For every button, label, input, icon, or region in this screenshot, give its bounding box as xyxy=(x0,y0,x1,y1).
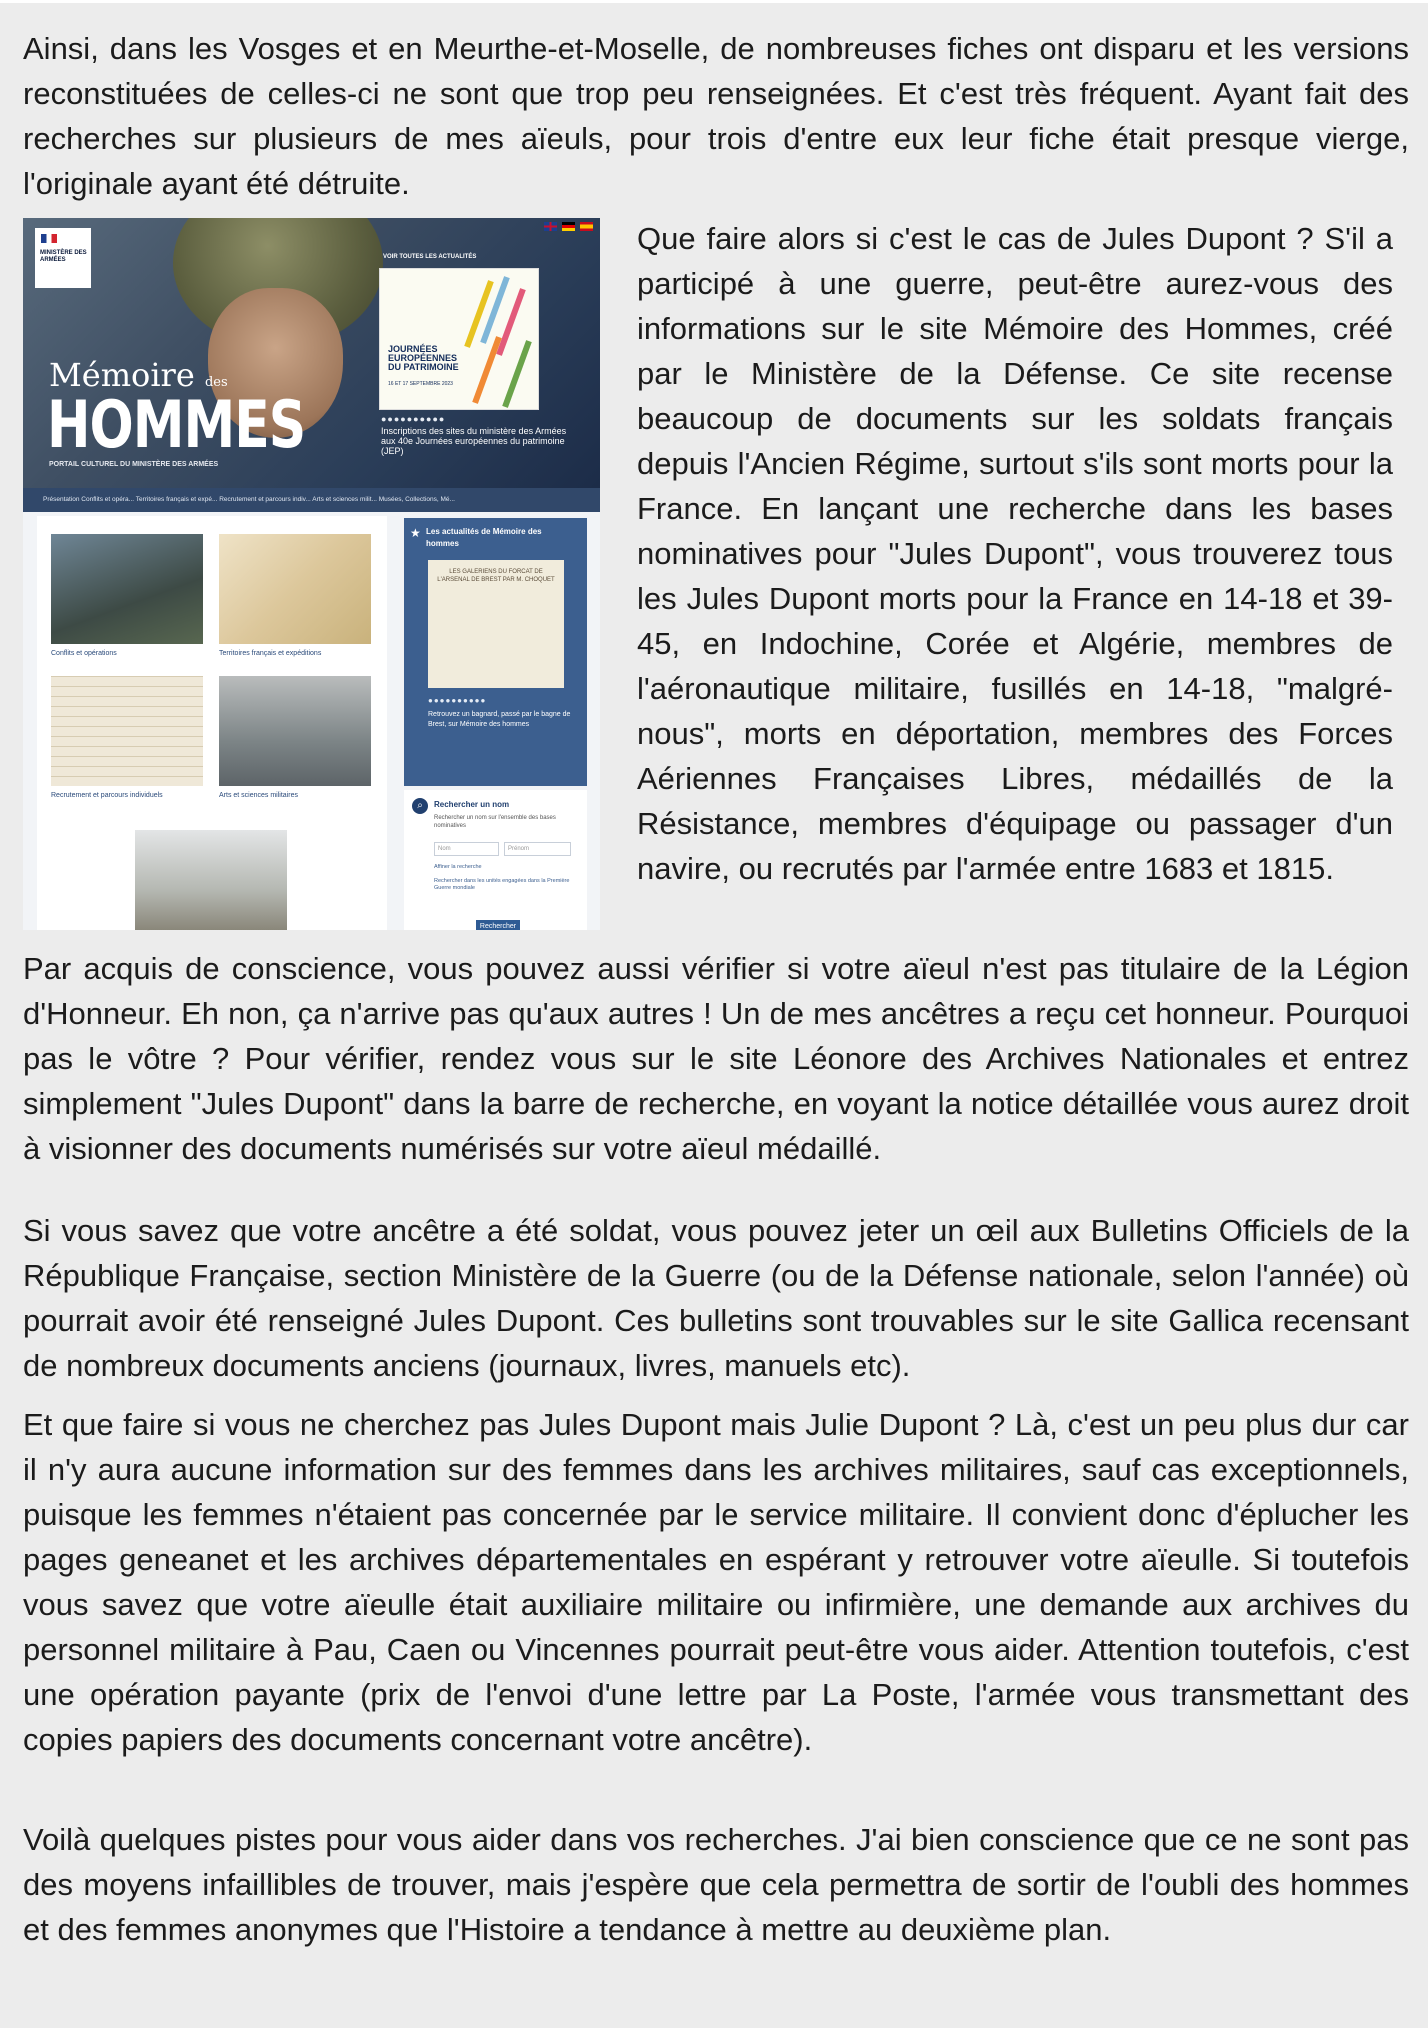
news-link[interactable]: VOIR TOUTES LES ACTUALITÉS xyxy=(383,254,477,260)
marianne-flag-icon xyxy=(41,234,57,243)
search-description: Rechercher un nom sur l'ensemble des bases nominatives xyxy=(434,815,556,829)
paragraph-memoire-des-hommes: Que faire alors si c'est le cas de Jules Dupont ? S'il a participé à une guerre, peut-être aurez-vous des informations sur le site Mémoire des Hommes, créé par le Ministère de la Défense. Ce site recense beaucoup de documents sur les soldats français depuis l'Ancien Régime, surtout s'ils sont morts pour la France. En lançant une recherche dans les bases nominatives pour "Jules Dupont", vous trouverez tous les Jules Dupont morts pour la France en 14-18 et 39-45, en Indochine, Corée et Algérie, membres de l'aéronautique militaire, fusillés en 14-18, "malgré-nous", morts en déportation, membres des Forces Aériennes Françaises Libres, médaillés de la Résistance, membres d'équipage ou passager d'un navire, ou recrutés par l'armée entre 1683 et 1815. xyxy=(637,221,1393,886)
prenom-input[interactable]: Prénom xyxy=(504,842,571,856)
poster-stripe xyxy=(472,336,502,404)
poster-title: JOURNÉES EUROPÉENNES DU PATRIMOINE xyxy=(388,344,459,372)
star-icon: ★ xyxy=(410,526,421,540)
nom-input[interactable]: Nom xyxy=(434,842,499,856)
news-caption[interactable]: Retrouvez un bagnard, passé par le bagne de Brest, sur Mémoire des hommes xyxy=(428,711,571,728)
tile-caption[interactable]: Conflits et opérations xyxy=(51,650,117,657)
ministry-logo xyxy=(35,228,91,288)
top-border xyxy=(0,0,1428,3)
poster-dates: 16 ET 17 SEPTEMBRE 2023 xyxy=(388,381,453,387)
search-icon: ⌕ xyxy=(412,798,428,814)
thematic-tiles xyxy=(37,516,387,930)
tile-caption[interactable]: Arts et sciences militaires xyxy=(219,792,298,799)
news-panel-title: Les actualités de Mémoire des hommes xyxy=(426,527,542,548)
site-name-des: des xyxy=(204,375,228,390)
paragraph-legion-honneur: Par acquis de conscience, vous pouvez aussi vérifier si votre aïeul n'est pas titulaire de la Légion d'Honneur. Eh non, ça n'arrive pas qu'aux autres ! Un de mes ancêtres a reçu cet honneur. Pourquoi pas le vôtre ? Pour vérifier, rendez vous sur le site Léonore des Archives Nationales et entrez simplement "Jules Dupont" dans la barre de recherche, en voyant la notice détaillée vous aurez droit à visionner des documents numérisés sur votre aïeul médaillé. xyxy=(23,951,1409,1166)
tile-image-territoires[interactable] xyxy=(219,534,371,644)
news-panel xyxy=(404,518,587,786)
poster-stripe xyxy=(502,340,532,408)
name-search-panel xyxy=(404,790,587,930)
paragraph-fiches: Ainsi, dans les Vosges et en Meurthe-et-Moselle, de nombreuses fiches ont disparu et les versions reconstituées de celles-ci ne sont que trop peu renseignées. Et c'est très fréquent. Ayant fait des recherches sur plusieurs de mes aïeuls, pour trois d'entre eux leur fiche était presque vierge, l'originale ayant été détruite. xyxy=(23,31,1409,201)
tile-caption[interactable]: Recrutement et parcours individuels xyxy=(51,792,163,799)
tile-image-arts[interactable] xyxy=(219,676,371,786)
memoire-des-hommes-screenshot xyxy=(23,218,600,930)
site-navbar xyxy=(23,488,600,512)
site-tagline: PORTAIL CULTUREL DU MINISTÈRE DES ARMÉES xyxy=(49,461,219,468)
news-document-image[interactable] xyxy=(428,560,564,688)
news-document-text: LES GALERIENS DU FORCAT DE L'ARSENAL DE BREST PAR M. CHOQUET xyxy=(437,569,555,583)
paragraph-julie-dupont: Et que faire si vous ne cherchez pas Jules Dupont mais Julie Dupont ? Là, c'est un peu plus dur car il n'y aura aucune information sur des femmes dans les archives militaires, sauf cas exceptionnels, puisque les femmes n'étaient pas concernée par le service militaire. Il convient donc d'éplucher les pages geneanet et les archives départementales en espérant y retrouver votre aïeulle. Si toutefois vous savez que votre aïeulle était auxiliaire militaire ou infirmière, une demande aux archives du personnel militaire à Pau, Caen ou Vincennes pourrait peut-être vous aider. Attention toutefois, c'est une opération payante (prix de l'envoi d'une lettre par La Poste, l'armée vous transmettant des copies papiers des documents concernant votre ancêtre). xyxy=(23,1407,1409,1757)
units-search-link[interactable]: Rechercher dans les unités engagées dans la Première Guerre mondiale xyxy=(434,878,570,891)
carousel-dots[interactable]: ●●●●●●●●●● xyxy=(381,414,446,424)
paragraph-conclusion: Voilà quelques pistes pour vous aider dans vos recherches. J'ai bien conscience que ce ne sont pas des moyens infaillibles de trouver, mais j'espère que cela permettra de sortir de l'oubli des hommes et des femmes anonymes que l'Histoire a tendance à mettre au deuxième plan. xyxy=(23,1822,1409,1947)
jep-poster[interactable] xyxy=(379,268,539,410)
paragraph-bulletins-officiels: Si vous savez que votre ancêtre a été soldat, vous pouvez jeter un œil aux Bulletins Officiels de la République Française, section Ministère de la Guerre (ou de la Défense nationale, selon l'année) où pourrait avoir été renseigné Jules Dupont. Ces bulletins sont trouvables sur le site Gallica recensant de nombreux documents anciens (journaux, livres, manuels etc). xyxy=(23,1213,1409,1383)
hero-banner xyxy=(23,218,600,488)
tile-image-conflits[interactable] xyxy=(51,534,203,644)
ministry-logo-text: MINISTÈRE DES ARMÉES xyxy=(40,250,87,263)
language-flags-icon xyxy=(544,222,594,234)
tile-caption[interactable]: Territoires français et expéditions xyxy=(219,650,322,657)
refine-search-link[interactable]: Affiner la recherche xyxy=(434,864,482,870)
site-name-word: Mémoire xyxy=(49,356,195,394)
search-button[interactable]: Rechercher xyxy=(476,920,520,930)
search-title: Rechercher un nom xyxy=(434,800,510,809)
nav-items[interactable]: Présentation Conflits et opéra... Territoires français et expé... Recrutement et parcours indiv... Arts et sciences milit... Musées, Collections, Mé... xyxy=(43,496,455,503)
carousel-caption[interactable]: Inscriptions des sites du ministère des Armées aux 40e Journées européennes du patrimoine (JEP) xyxy=(381,426,567,456)
tile-image-musees[interactable] xyxy=(135,830,287,930)
site-name-hommes: HOMMES xyxy=(47,388,306,463)
tile-image-recrutement[interactable] xyxy=(51,676,203,786)
news-carousel-dots[interactable]: ●●●●●●●●●● xyxy=(428,696,487,705)
